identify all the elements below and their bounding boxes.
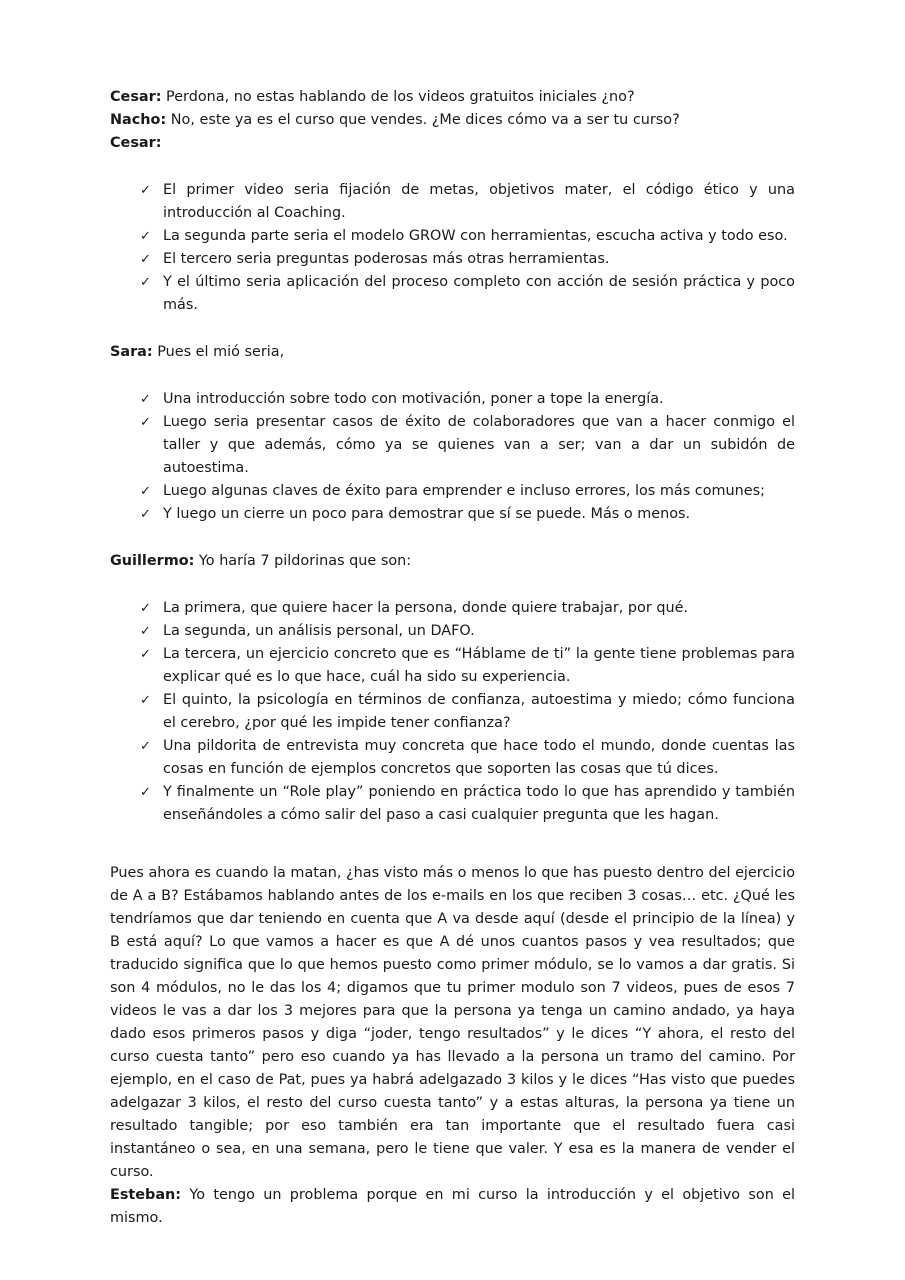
checklist-sara: [110, 388, 795, 526]
checklist-cesar: [110, 179, 795, 317]
checklist-guillermo: [110, 597, 795, 827]
speaker-name: Guillermo:: [110, 553, 195, 569]
list-item-label: Luego algunas claves de éxito para emprender e incluso errores, los más comunes;: [163, 483, 765, 499]
speaker-line-guillermo-intro: [110, 550, 795, 573]
speaker-line-sara-intro: [110, 341, 795, 364]
document-body: [110, 86, 795, 1230]
speaker-text: Yo tengo un problema porque en mi curso la introducción y el objetivo son el mismo.: [110, 1187, 795, 1226]
speaker-name: Sara:: [110, 344, 153, 360]
list-item-label: Luego seria presentar casos de éxito de colaboradores que van a hacer conmigo el taller y que además, cómo ya se quienes van a ser; van a dar un subidón de autoestima.: [163, 414, 795, 476]
speaker-text: Yo haría 7 pildorinas que son:: [194, 553, 412, 569]
speaker-name: Esteban:: [110, 1187, 182, 1203]
checkmark-icon: ✓: [140, 392, 151, 407]
checkmark-icon: ✓: [140, 785, 151, 800]
list-item-label: Y el último seria aplicación del proceso completo con acción de sesión práctica y poco más.: [163, 274, 795, 313]
list-item-label: El quinto, la psicología en términos de confianza, autoestima y miedo; cómo funciona el cerebro, ¿por qué les impide tener confianza?: [163, 692, 795, 731]
list-item-label: El tercero seria preguntas poderosas más otras herramientas.: [163, 251, 610, 267]
list-item-label: Una introducción sobre todo con motivación, poner a tope la energía.: [163, 391, 664, 407]
checkmark-icon: ✓: [140, 624, 151, 639]
list-item-label: La primera, que quiere hacer la persona, donde quiere trabajar, por qué.: [163, 600, 688, 616]
list-item-label: La segunda parte seria el modelo GROW con herramientas, escucha activa y todo eso.: [163, 228, 788, 244]
speaker-name: Cesar:: [110, 135, 162, 151]
spacer: [110, 364, 795, 388]
list-item: [110, 388, 795, 411]
spacer: [110, 827, 795, 850]
list-item: [110, 643, 795, 689]
checkmark-icon: ✓: [140, 275, 151, 290]
list-item: [110, 179, 795, 225]
checkmark-icon: ✓: [140, 484, 151, 499]
checkmark-icon: ✓: [140, 693, 151, 708]
spacer: [110, 526, 795, 550]
list-item: [110, 781, 795, 827]
checkmark-icon: ✓: [140, 739, 151, 754]
checkmark-icon: ✓: [140, 415, 151, 430]
list-item-label: El primer video seria fijación de metas, objetivos mater, el código ético y una introducción al Coaching.: [163, 182, 795, 221]
list-item: [110, 620, 795, 643]
list-item-label: La segunda, un análisis personal, un DAFO.: [163, 623, 475, 639]
list-item: [110, 225, 795, 248]
list-item-label: Y luego un cierre un poco para demostrar que sí se puede. Más o menos.: [163, 506, 691, 522]
speaker-text: No, este ya es el curso que vendes. ¿Me dices cómo va a ser tu curso?: [166, 112, 680, 128]
checkmark-icon: ✓: [140, 601, 151, 616]
spacer: [110, 155, 795, 179]
speaker-line-nacho-question: [110, 109, 795, 132]
list-item: [110, 503, 795, 526]
list-item: [110, 735, 795, 781]
list-item: [110, 597, 795, 620]
list-item-label: Una pildorita de entrevista muy concreta que hace todo el mundo, donde cuentas las cosas en función de ejemplos concretos que soporten las cosas que tú dices.: [163, 738, 795, 777]
speaker-name: Cesar:: [110, 89, 162, 105]
list-item: [110, 411, 795, 480]
list-item: [110, 689, 795, 735]
speaker-name: Nacho:: [110, 112, 167, 128]
list-item: [110, 248, 795, 271]
checkmark-icon: ✓: [140, 229, 151, 244]
closing-paragraph: Pues ahora es cuando la matan, ¿has visto más o menos lo que has puesto dentro del ejercicio de A a B? Estábamos hablando antes de los e-mails en los que reciben 3 cosas… etc. ¿Qué les tendríamos que dar teniendo en cuenta que A va desde aquí (desde el principio de la línea) y B está aquí? Lo que vamos a hacer es que A dé unos cuantos pasos y vea resultados; que traducido significa que lo que hemos puesto como primer módulo, se lo vamos a dar gratis. Si son 4 módulos, no le das los 4; digamos que tu primer modulo son 7 videos, pues de esos 7 videos le vas a dar los 3 mejores para que la persona ya tenga un camino andado, ya haya dado esos primeros pasos y diga “joder, tengo resultados” y le dices “Y ahora, el resto del curso cuesta tanto” pero eso cuando ya has llevado a la persona un tramo del camino. Por ejemplo, en el caso de Pat, pues ya habrá adelgazado 3 kilos y le dices “Has visto que puedes adelgazar 3 kilos, el resto del curso cuesta tanto” y a estas alturas, la persona ya tiene un resultado tangible; por eso también era tan importante que el resultado fuera casi instantáneo o sea, en una semana, pero le tiene que valer. Y esa es la manera de vender el curso.: [110, 865, 795, 1180]
spacer: [110, 850, 795, 862]
list-item: [110, 271, 795, 317]
checkmark-icon: ✓: [140, 507, 151, 522]
checkmark-icon: ✓: [140, 647, 151, 662]
speaker-line-esteban: [110, 1184, 795, 1230]
speaker-text: Perdona, no estas hablando de los videos gratuitos iniciales ¿no?: [161, 89, 635, 105]
list-item-label: Y finalmente un “Role play” poniendo en práctica todo lo que has aprendido y también enseñándoles a cómo salir del paso a casi cualquier pregunta que les hagan.: [163, 784, 795, 823]
checkmark-icon: ✓: [140, 252, 151, 267]
list-item-label: La tercera, un ejercicio concreto que es “Háblame de ti” la gente tiene problemas para explicar qué es lo que hace, cuál ha sido su experiencia.: [163, 646, 795, 685]
checkmark-icon: ✓: [140, 183, 151, 198]
spacer: [110, 317, 795, 341]
speaker-line-cesar-intro: [110, 132, 795, 155]
spacer: [110, 573, 795, 597]
speaker-line-cesar-question: [110, 86, 795, 109]
speaker-text: Pues el mió seria,: [152, 344, 285, 360]
list-item: [110, 480, 795, 503]
